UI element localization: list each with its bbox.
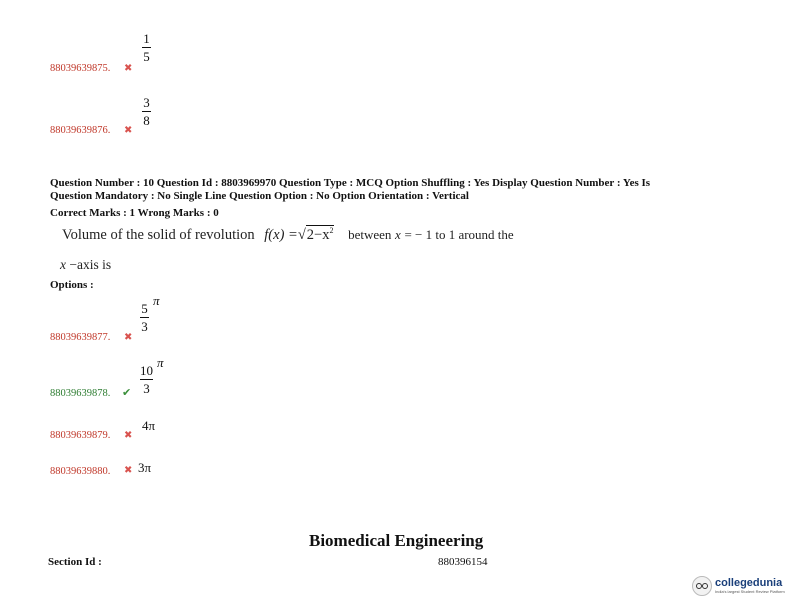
- fraction-denominator: 8: [143, 113, 150, 128]
- wrong-icon: ✖: [124, 332, 133, 343]
- wrong-icon: ✖: [124, 430, 133, 441]
- prev-option-876-fraction: [142, 96, 151, 127]
- option-878-value: [140, 355, 164, 396]
- fraction-denominator: 3: [143, 381, 150, 396]
- wrong-icon: ✖: [124, 465, 133, 476]
- sqrt-symbol: √: [297, 226, 306, 243]
- fraction-denominator: 3: [141, 319, 148, 334]
- fraction-bar: [140, 317, 149, 318]
- question-meta-line1: Question Number : 10 Question Id : 8803969970 Question Type : MCQ Option Shuffling : Yes Display Question Number : Yes Is: [50, 177, 651, 189]
- pi-symbol: π: [153, 293, 160, 308]
- range-text: = − 1 to 1 around the: [404, 226, 514, 242]
- logo-text-group: [715, 578, 785, 594]
- radicand-exponent: 2: [329, 226, 334, 235]
- prev-option-876-id: 88039639876.: [50, 125, 111, 136]
- mascot-icon: [692, 576, 712, 596]
- wrong-icon: ✖: [124, 63, 133, 74]
- prev-option-875-id: 88039639875.: [50, 63, 111, 74]
- fraction-bar: [142, 47, 151, 48]
- option-878-fraction: [140, 364, 153, 395]
- option-879-id: 88039639879.: [50, 430, 111, 441]
- fraction-bar: [140, 379, 153, 380]
- fraction-numerator: 1: [143, 31, 150, 46]
- between-text: between: [348, 226, 392, 242]
- collegedunia-logo: [692, 576, 785, 596]
- option-880-id: 88039639880.: [50, 466, 111, 477]
- wrong-icon: ✖: [124, 125, 133, 136]
- fraction-numerator: 3: [143, 95, 150, 110]
- sqrt-radicand: [306, 225, 335, 244]
- option-877-value: [140, 293, 160, 334]
- axis-text: −axis is: [69, 257, 112, 272]
- option-877-fraction: [140, 302, 149, 333]
- option-879-value: 4π: [142, 418, 156, 433]
- function-label: f(x) =: [264, 226, 298, 243]
- logo-text: collegedunia: [715, 577, 783, 589]
- section-id-value: 880396154: [438, 556, 488, 568]
- option-880-value: 3π: [138, 460, 152, 475]
- option-878-id: 88039639878.: [50, 388, 111, 399]
- pi-symbol: π: [157, 355, 164, 370]
- prev-option-875-fraction: [142, 32, 151, 63]
- fraction-numerator: 5: [141, 301, 148, 316]
- section-title: Biomedical Engineering: [309, 531, 484, 550]
- section-id-label: Section Id :: [48, 556, 102, 568]
- prev-option-876: [142, 94, 151, 127]
- question-meta-line2: Question Mandatory : No Single Line Question Option : No Option Orientation : Vertical: [50, 190, 469, 202]
- axis-variable: x: [60, 257, 66, 272]
- option-877-id: 88039639877.: [50, 332, 111, 343]
- logo-tagline: India's largest Student Review Platform: [715, 589, 785, 594]
- question-text-line2: [60, 257, 111, 273]
- question-marks: Correct Marks : 1 Wrong Marks : 0: [50, 207, 219, 219]
- check-icon: ✔: [122, 386, 132, 399]
- question-text-start: Volume of the solid of revolution: [62, 226, 255, 243]
- fraction-numerator: 10: [140, 363, 153, 378]
- range-variable: x: [395, 226, 401, 242]
- radicand-text: 2−x: [306, 226, 330, 243]
- fraction-denominator: 5: [143, 49, 150, 64]
- options-label: Options :: [50, 279, 94, 291]
- question-text: [62, 225, 514, 244]
- fraction-bar: [142, 111, 151, 112]
